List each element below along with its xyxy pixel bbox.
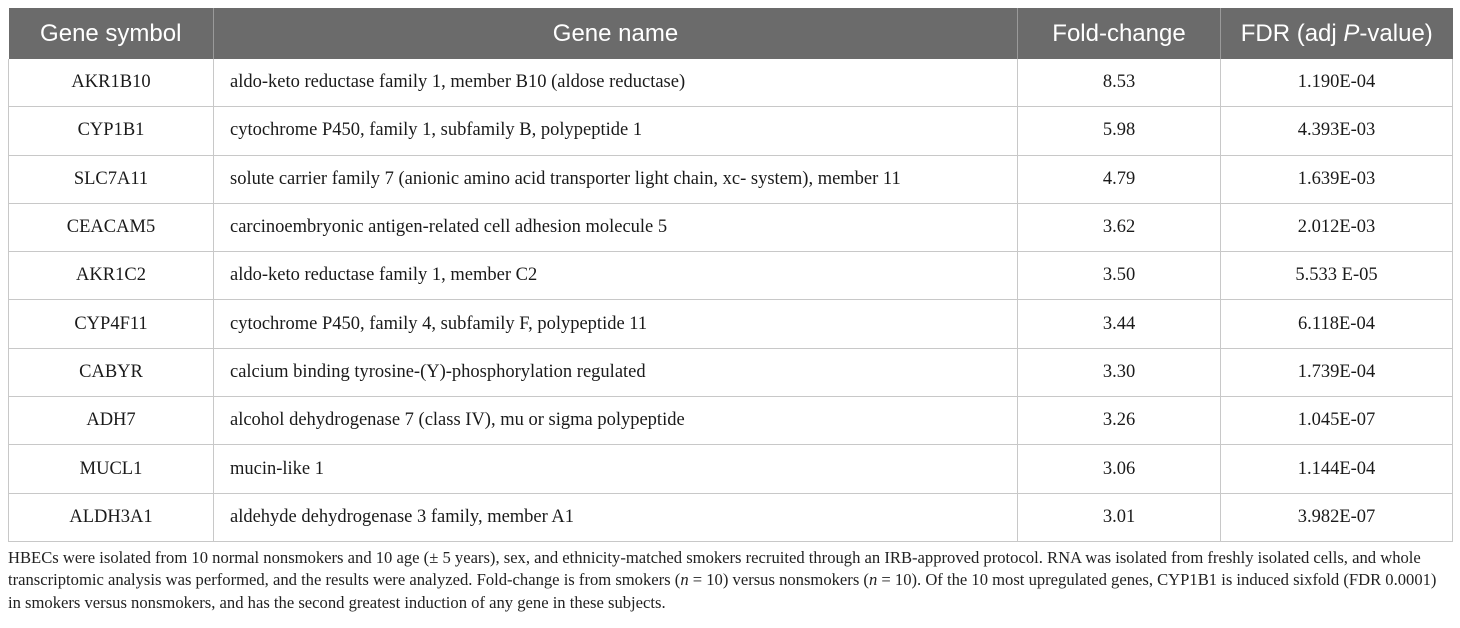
cell-symbol: SLC7A11: [9, 155, 214, 203]
cell-name: calcium binding tyrosine-(Y)-phosphorylation regulated: [214, 348, 1018, 396]
cell-fold: 3.62: [1018, 203, 1221, 251]
cell-fold: 3.30: [1018, 348, 1221, 396]
table-row: [9, 348, 1453, 396]
cell-fold: 4.79: [1018, 155, 1221, 203]
cell-name: aldo-keto reductase family 1, member C2: [214, 252, 1018, 300]
header-fdr-suffix: -value): [1359, 19, 1433, 47]
cell-name: aldo-keto reductase family 1, member B10 (aldose reductase): [214, 59, 1018, 107]
cell-fdr: 2.012E-03: [1221, 203, 1453, 251]
cell-name: aldehyde dehydrogenase 3 family, member A1: [214, 493, 1018, 541]
cell-symbol: CABYR: [9, 348, 214, 396]
header-fdr-italic: P: [1343, 19, 1360, 47]
gene-table: [8, 8, 1453, 542]
cell-fold: 8.53: [1018, 59, 1221, 107]
cell-fold: 3.26: [1018, 397, 1221, 445]
table-header: [9, 8, 1453, 59]
cell-fdr: 1.739E-04: [1221, 348, 1453, 396]
footnote-n1: n: [680, 570, 689, 590]
cell-name: solute carrier family 7 (anionic amino acid transporter light chain, xc- system), member 11: [214, 155, 1018, 203]
table-row: [9, 107, 1453, 155]
cell-symbol: ALDH3A1: [9, 493, 214, 541]
cell-symbol: ADH7: [9, 397, 214, 445]
table-container: [8, 8, 1452, 614]
cell-fdr: 1.045E-07: [1221, 397, 1453, 445]
cell-fold: 3.44: [1018, 300, 1221, 348]
table-row: [9, 59, 1453, 107]
table-row: [9, 300, 1453, 348]
cell-fold: 3.01: [1018, 493, 1221, 541]
cell-fold: 5.98: [1018, 107, 1221, 155]
cell-name: cytochrome P450, family 1, subfamily B, polypeptide 1: [214, 107, 1018, 155]
cell-fdr: 1.144E-04: [1221, 445, 1453, 493]
table-row: [9, 397, 1453, 445]
cell-symbol: AKR1C2: [9, 252, 214, 300]
table-body: [9, 59, 1453, 541]
table-row: [9, 445, 1453, 493]
header-row: [9, 8, 1453, 59]
cell-symbol: CYP4F11: [9, 300, 214, 348]
cell-name: alcohol dehydrogenase 7 (class IV), mu or sigma polypeptide: [214, 397, 1018, 445]
cell-fold: 3.06: [1018, 445, 1221, 493]
footnote-part2: = 10) versus nonsmokers (: [688, 570, 869, 590]
cell-name: mucin-like 1: [214, 445, 1018, 493]
table-footnote: [8, 547, 1452, 615]
cell-fdr: 5.533 E-05: [1221, 252, 1453, 300]
cell-fdr: 1.639E-03: [1221, 155, 1453, 203]
header-fdr-prefix: FDR (adj: [1240, 19, 1344, 47]
footnote-part3: = 10). Of the 10 most upregulated genes, CYP1B1 is induced sixfold (FDR 0.0001) in smokers versus nonsmokers, and has the second greatest induction of any gene in these subjects.: [8, 570, 1437, 612]
cell-symbol: MUCL1: [9, 445, 214, 493]
cell-symbol: CYP1B1: [9, 107, 214, 155]
header-fdr: [1221, 8, 1453, 59]
header-gene-name: Gene name: [214, 8, 1018, 59]
table-row: [9, 203, 1453, 251]
table-row: [9, 155, 1453, 203]
header-fold-change: Fold-change: [1018, 8, 1221, 59]
cell-fdr: 4.393E-03: [1221, 107, 1453, 155]
footnote-n2: n: [868, 570, 878, 590]
cell-symbol: CEACAM5: [9, 203, 214, 251]
cell-name: carcinoembryonic antigen-related cell adhesion molecule 5: [214, 203, 1018, 251]
cell-fdr: 1.190E-04: [1221, 59, 1453, 107]
footnote-part1: HBECs were isolated from 10 normal nonsmokers and 10 age (± 5 years), sex, and ethnicity-matched smokers recruited through an IRB-approved protocol. RNA was isolated from freshly isolated cells, and whole transcriptomic analysis was performed, and the results were analyzed. Fold-change is from smokers (: [8, 547, 1421, 590]
footnote-text: [8, 547, 1452, 615]
cell-fold: 3.50: [1018, 252, 1221, 300]
cell-name: cytochrome P450, family 4, subfamily F, polypeptide 11: [214, 300, 1018, 348]
table-row: [9, 493, 1453, 541]
cell-symbol: AKR1B10: [9, 59, 214, 107]
cell-fdr: 6.118E-04: [1221, 300, 1453, 348]
cell-fdr: 3.982E-07: [1221, 493, 1453, 541]
table-row: [9, 252, 1453, 300]
header-gene-symbol: Gene symbol: [9, 8, 214, 59]
